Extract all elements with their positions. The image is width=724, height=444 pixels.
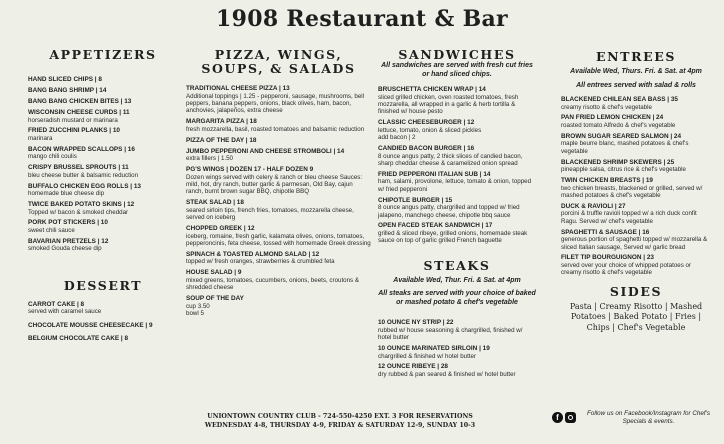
appetizers-column [28,48,178,349]
dessert-list [28,301,178,343]
menu-item-name: FRIED ZUCCHINI PLANKS | 10 [28,127,120,135]
pizza-heading-line1: PIZZA, WINGS, [214,47,343,62]
entrees-heading: ENTREES [596,49,676,64]
menu-item [561,133,711,155]
menu-item-name: CARROT CAKE | 8 [28,300,85,308]
menu-item [28,87,178,95]
menu-item-description: grilled & sliced ribeye, grilled onions, homemade steak sauce on top of garlic grilled French baguette [378,229,528,245]
menu-item [28,164,178,179]
menu-item [28,98,178,106]
menu-item [186,148,371,163]
menu-item [561,114,711,129]
menu-item [561,159,711,174]
menu-item-name: CHOPPED GREEK | 12 [186,224,255,232]
menu-item [28,201,178,216]
menu-item-name: PG'S WINGS | DOZEN 17 - HALF DOZEN 9 [186,165,314,173]
menu-item-description: iceberg, romaine, fresh garlic, kalamata olives, onions, tomatoes, pepperoncinis, feta cheese, tossed with homemade Greek dressing [186,232,371,247]
menu-item-name: SPINACH & TOASTED ALMOND SALAD | 12 [186,250,320,258]
menu-item-name: 12 OUNCE RIBEYE | 28 [378,363,448,371]
menu-item [561,254,711,276]
menu-item-description: generous portion of spaghetti topped w/ mozzarella & sliced Italian sausage, Served w/ garlic bread [561,236,708,251]
menu-item-description: dry rubbed & pan seared & finished w/ hotel butter [378,371,516,379]
menu-item [28,76,178,84]
menu-item-description: fresh mozzarella, basil, roasted tomatoes and balsamic reduction [186,125,365,133]
menu-item [28,301,178,316]
menu-item [186,251,371,266]
menu-item [186,85,371,115]
entrees-availability: Available Wed, Thurs. Fri. & Sat. at 4pm [570,68,702,75]
menu-item-name: TWIN CHICKEN BREASTS | 19 [561,176,653,184]
menu-item-description: 8 ounce angus patty, chargrilled and topped w/ fried jalapeno, manchego cheese, chipotle bbq sauce [378,204,520,219]
entrees-note: All entrees served with salad & rolls [576,81,696,89]
menu-item [378,145,536,167]
menu-item-name: FILET TIP BOURGUIGNON | 23 [561,254,654,262]
menu-item-description: Topped w/ bacon & smoked cheddar [28,208,129,216]
menu-item-description: sliced grilled chicken, oven roasted tomatoes, fresh mozzarella, all wrapped in a garlic & herb tortilla & finished w/ house pesto [378,93,519,116]
menu-item-description: mango chili coulis [28,153,77,161]
footer [150,413,530,430]
social-block [552,410,717,425]
menu-item-name: BROWN SUGAR SEARED SALMON | 24 [561,132,682,140]
menu-item [378,119,536,141]
menu-item-description: homemade blue cheese dip [28,190,105,198]
entrees-list [561,96,711,277]
menu-item-name: DUCK & RAVIOLI | 27 [561,202,626,210]
pizza-column [186,48,371,321]
footer-hours: WEDNESDAY 4-8, THURSDAY 4-9, FRIDAY & SATURDAY 12-9, SUNDAY 10-3 [204,421,476,429]
watermark [468,350,472,362]
menu-item-description: seared sirloin tips, french fries, tomatoes, mozzarella cheese, served on iceberg [186,206,354,222]
social-text: Follow us on Facebook/Instagram for Chef's Specials & events. [587,410,710,425]
menu-item-description: pineapple salsa, citrus rice & chef's vegetable [561,166,687,174]
menu-item-description: rubbed w/ house seasoning & chargrilled, finished w/ hotel butter [378,326,523,342]
menu-item [378,197,536,219]
menu-item-description: roasted tomato Alfredo & chef's vegetable [561,121,676,129]
menu-item-name: CHIPOTLE BURGER | 15 [378,196,453,204]
restaurant-title: 1908 Restaurant & Bar [216,6,508,32]
instagram-icon[interactable] [565,412,576,423]
menu-item [561,96,711,111]
menu-item-name: PIZZA OF THE DAY | 18 [186,136,257,144]
menu-item [378,363,536,378]
menu-item-name: TRADITIONAL CHEESE PIZZA | 13 [186,85,290,92]
menu-item [561,177,711,199]
menu-item [28,238,178,253]
menu-item-name: CHOCOLATE MOUSSE CHEESECAKE | 9 [28,321,153,329]
menu-item [186,225,371,247]
menu-item-name: SPAGHETTI & SAUSAGE | 16 [561,228,650,236]
menu-item-name: PAN FRIED LEMON CHICKEN | 24 [561,114,664,122]
menu-item-name: CANDIED BACON BURGER | 16 [378,145,475,152]
menu-item-name: HOUSE SALAD | 9 [186,269,242,277]
menu-item [186,118,371,133]
menu-item-name: STEAK SALAD | 18 [186,199,244,207]
steaks-heading: STEAKS [423,257,491,273]
menu-item-description: chargrilled & finished w/ hotel butter [378,352,477,360]
menu-item [378,319,536,341]
steaks-availability: Available Wed, Thur. Fri. & Sat. at 4pm [393,276,521,284]
menu-item-name: BLACKENED SHRIMP SKEWERS | 25 [561,158,675,166]
appetizers-heading: APPETIZERS [49,47,157,62]
menu-item-description: lettuce, tomato, onion & sliced pickles add bacon | 2 [378,126,482,142]
menu-item-description: smoked Gouda cheese dip [28,245,102,253]
menu-item [186,166,371,196]
menu-item-description: porcini & truffle ravioli topped w/ a rich duck confit Ragu. Served w/ chef's vegetable [561,210,697,225]
menu-item-description: two chicken breasts, blackened or grilled, served w/ mashed potatoes & chef's vegetable [561,184,703,199]
menu-item-name: MARGARITA PIZZA | 18 [186,118,257,126]
menu-item-name: BACON WRAPPED SCALLOPS | 16 [28,145,135,153]
menu-item [28,146,178,161]
menu-item [28,322,178,330]
menu-item-name: BANG BANG CHICKEN BITES | 13 [28,97,132,105]
facebook-icon[interactable]: f [552,412,563,423]
menu-item-name: PORK POT STICKERS | 10 [28,219,108,227]
menu-item-name: JUMBO PEPPERONI AND CHEESE STROMBOLI | 14 [186,147,345,155]
menu-item [28,109,178,124]
menu-item-name: BUFFALO CHICKEN EGG ROLLS | 13 [28,182,141,190]
steaks-list [378,319,536,378]
menu-item-description: bleu cheese butter & balsamic reduction [28,171,139,179]
menu-item-name: 10 OUNCE MARINATED SIRLOIN | 19 [378,345,490,353]
menu-item-description: horseradish mustard or marinara [28,116,118,124]
menu-item [186,137,371,145]
menu-item-name: OPEN FACED STEAK SANDWICH | 17 [378,222,493,230]
menu-item [28,127,178,142]
sandwiches-list [378,86,536,245]
menu-item-description: Additional toppings | 1.25 - pepperoni, sausage, mushrooms, bell peppers, banana peppers, onions, black olives, ham, bacon, anchovies, jalapeños, extra cheese [186,92,365,115]
menu-item [378,86,536,116]
menu-item-name: HAND SLICED CHIPS | 8 [28,76,102,83]
menu-item [28,219,178,234]
menu-item-description: cup 3.50 bowl 5 [186,302,210,317]
entrees-column [561,48,711,333]
dessert-heading: DESSERT [63,277,143,293]
menu-item [378,171,536,193]
menu-item-name: CLASSIC CHEESEBURGER | 12 [378,119,475,127]
steaks-note: All steaks are served with your choice of baked or mashed potato & chef's vegetable [378,290,536,306]
menu-item-description: topped w/ fresh oranges, strawberries & crumbled feta [186,258,335,266]
menu-item [28,183,178,198]
menu-item-name: BLACKENED CHILEAN SEA BASS | 35 [561,96,678,103]
menu-item-name: WISCONSIN CHEESE CURDS | 11 [28,108,130,116]
menu-item-name: FRIED PEPPERONI ITALIAN SUB | 14 [378,170,491,178]
menu-item-name: 10 OUNCE NY STRIP | 22 [378,319,454,327]
menu-item-description: extra fillers | 1.50 [186,155,234,163]
menu-item-description: ham, salami, provolone, lettuce, tomato & onion, topped w/ fried pepperoni [378,178,532,193]
menu-item [186,199,371,221]
menu-item [186,269,371,291]
appetizers-list [28,76,178,253]
menu-item-description: marinara [28,134,53,142]
sandwiches-column [378,48,536,382]
menu-item [28,335,178,343]
footer-reservations: UNIONTOWN COUNTRY CLUB - 724-550-4250 EXT. 3 FOR RESERVATIONS [207,413,473,420]
menu-item-description: 8 ounce angus patty, 2 thick slices of candied bacon, sharp cheddar cheese & caramelized onion spread [378,152,523,167]
menu-item-description: creamy risotto & chef's vegetable [561,103,652,111]
menu-item-description: Dozen wings served with celery & ranch or bleu cheese Sauces: mild, hot, dry ranch, butter garlic & parmesan, Old Bay, cajun ranch, burnt brown sugar BBQ, chipotle BBQ [186,173,363,196]
sides-heading: SIDES [609,283,663,299]
menu-item-description: served with caramel sauce [28,308,102,316]
menu-item-description: sweet chili sauce [28,226,75,234]
menu-item-description: mixed greens, tomatoes, cucumbers, onions, beets, croutons & shredded cheese [186,276,359,292]
menu-item-name: TWICE BAKED POTATO SKINS | 12 [28,200,135,208]
menu-item-name: BRUSCHETTA CHICKEN WRAP | 14 [378,86,486,93]
menu-item-description: served over your choice of whipped potatoes or creamy risotto & chef's vegetable [561,261,692,277]
menu-item [378,222,536,244]
menu-item-description: maple beurre blanc, mashed potatoes & chef's vegetable [561,140,689,155]
sandwiches-heading: SANDWICHES [398,47,516,62]
menu-item [378,345,536,360]
menu-item-name: BELGIUM CHOCOLATE CAKE | 8 [28,335,129,343]
menu-item-name: CRISPY BRUSSEL SPROUTS | 11 [28,164,129,172]
sides-list: Pasta | Creamy Risotto | Mashed Potatoes | Baked Potato | Fries | Chips | Chef's Vegetable [569,301,703,332]
menu-item [561,203,711,225]
pizza-list [186,85,371,317]
menu-item-name: BAVARIAN PRETZELS | 12 [28,237,109,245]
menu-item [186,295,371,317]
pizza-heading-line2: SOUPS, & SALADS [201,61,356,76]
menu-item-name: BANG BANG SHRIMP | 14 [28,86,107,94]
menu-item-name: SOUP OF THE DAY [186,294,244,302]
sandwiches-note: All sandwiches are served with fresh cut fries or hand sliced chips. [381,62,533,78]
menu-item [561,229,711,251]
